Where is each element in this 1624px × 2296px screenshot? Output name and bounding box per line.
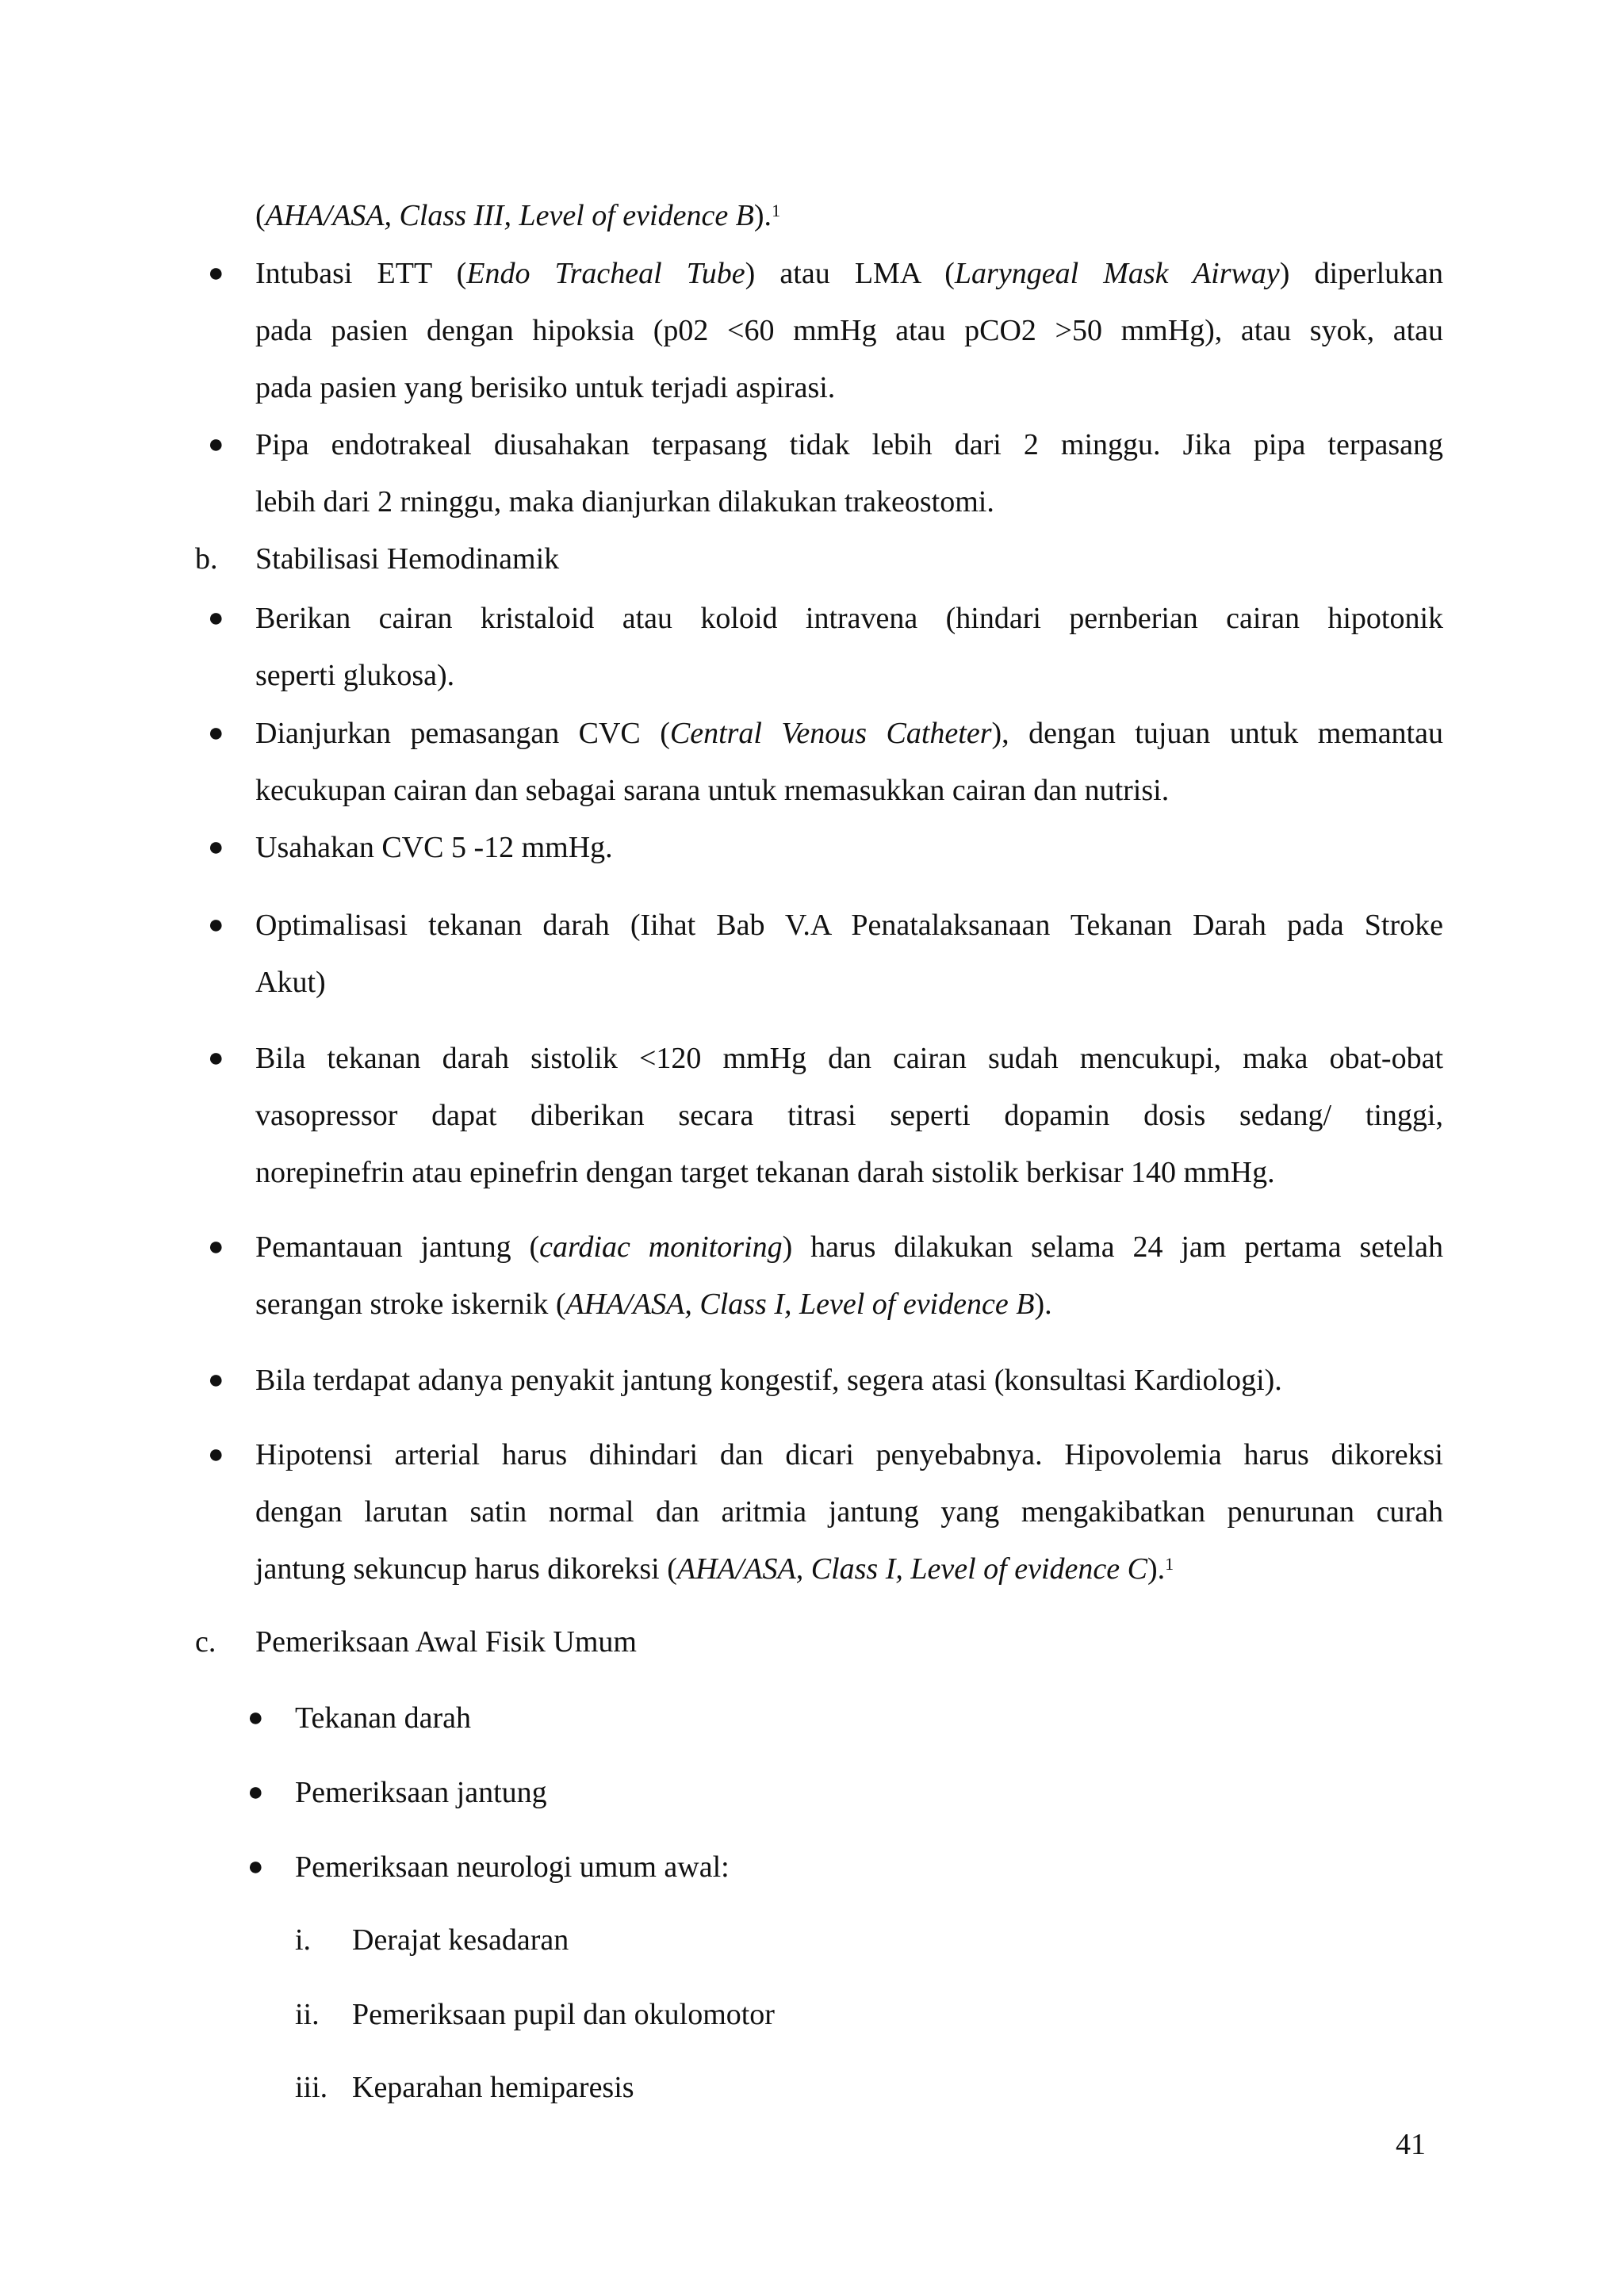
paragraph-line: Akut) [255, 966, 326, 999]
italic-term: Laryngeal Mask Airway [954, 257, 1280, 290]
citation-italic: AHA/ASA, Class III, Level of evidence B [265, 199, 754, 232]
bullet-icon: ● [208, 910, 224, 939]
paragraph-line: dengan larutan satin normal dan aritmia jantung yang mengakibatkan penurunan curah [255, 1495, 1443, 1529]
bullet-icon: ● [208, 832, 224, 862]
bullet-icon: ● [208, 1365, 224, 1395]
bullet-icon: ● [247, 1703, 264, 1732]
paragraph-line: pada pasien dengan hipoksia (p02 <60 mmHg atau pCO2 >50 mmHg), atau syok, atau [255, 314, 1443, 347]
text: ) harus dilakukan selama 24 jam pertama setelah [782, 1230, 1443, 1264]
bullet-icon: ● [208, 1043, 224, 1073]
paragraph-line: Bila tekanan darah sistolik <120 mmHg dan cairan sudah mencukupi, maka obat-obat [255, 1042, 1443, 1075]
text: serangan stroke iskernik ( [255, 1288, 566, 1321]
section-marker: b. [195, 542, 218, 576]
sub-list-item: Tekanan darah [295, 1701, 472, 1735]
roman-list-item: Pemeriksaan pupil dan okulomotor [352, 1998, 775, 2031]
text: Intubasi ETT ( [255, 257, 467, 290]
text: ). [1147, 1552, 1166, 1586]
section-title: Stabilisasi Hemodinamik [255, 542, 560, 576]
text: jantung sekuncup harus dikoreksi ( [255, 1552, 677, 1586]
roman-marker: iii. [295, 2071, 328, 2104]
bullet-icon: ● [208, 258, 224, 288]
bullet-icon: ● [208, 430, 224, 459]
paragraph-line: Berikan cairan kristaloid atau koloid intravena (hindari pernberian cairan hipotonik [255, 602, 1443, 635]
paragraph-line: vasopressor dapat diberikan secara titrasi seperti dopamin dosis sedang/ tinggi, [255, 1099, 1443, 1132]
italic-term: cardiac monitoring [539, 1230, 783, 1264]
italic-term: Central Venous Catheter [669, 717, 992, 750]
section-marker: c. [195, 1625, 216, 1659]
text: Dianjurkan pemasangan CVC ( [255, 717, 670, 750]
bullet-icon: ● [247, 1777, 264, 1807]
paragraph-line [255, 1229, 1443, 1265]
footnote-ref: 1 [772, 201, 781, 220]
paragraph-line: Usahakan CVC 5 -12 mmHg. [255, 831, 613, 864]
text: ). [1034, 1288, 1052, 1321]
page-number: 41 [1396, 2128, 1426, 2161]
bullet-icon: ● [208, 603, 224, 633]
roman-list-item: Derajat kesadaran [352, 1923, 569, 1957]
roman-marker: i. [295, 1923, 312, 1957]
paragraph-line: seperti glukosa). [255, 659, 455, 692]
paragraph-line: kecukupan cairan dan sebagai sarana untuk rnemasukkan cairan dan nutrisi. [255, 774, 1170, 807]
sub-list-item: Pemeriksaan jantung [295, 1776, 547, 1809]
bullet-icon: ● [208, 1440, 224, 1469]
bullet-icon: ● [247, 1852, 264, 1881]
bullet-icon: ● [208, 718, 224, 748]
bullet-icon: ● [208, 1232, 224, 1261]
paragraph-line: norepinefrin atau epinefrin dengan target tekanan darah sistolik berkisar 140 mmHg. [255, 1156, 1275, 1189]
section-title: Pemeriksaan Awal Fisik Umum [255, 1625, 637, 1659]
text: ), dengan tujuan untuk memantau [991, 717, 1443, 750]
citation-italic: AHA/ASA, Class I, Level of evidence B [565, 1288, 1035, 1321]
citation-line [255, 197, 1443, 234]
sub-list-item: Pemeriksaan neurologi umum awal: [295, 1850, 730, 1884]
italic-term: Endo Tracheal Tube [466, 257, 745, 290]
paragraph-line: Bila terdapat adanya penyakit jantung kongestif, segera atasi (konsultasi Kardiologi). [255, 1364, 1282, 1397]
roman-marker: ii. [295, 1998, 320, 2031]
paragraph-line: pada pasien yang berisiko untuk terjadi aspirasi. [255, 371, 836, 404]
footnote-ref: 1 [1165, 1554, 1174, 1574]
text: ( [255, 199, 266, 232]
paragraph-line [255, 255, 1443, 292]
text: ) diperlukan [1279, 257, 1443, 290]
paragraph-line: lebih dari 2 rninggu, maka dianjurkan dilakukan trakeostomi. [255, 485, 994, 519]
text: ). [753, 199, 772, 232]
paragraph-line: Pipa endotrakeal diusahakan terpasang tidak lebih dari 2 minggu. Jika pipa terpasang [255, 428, 1443, 461]
citation-italic: AHA/ASA, Class I, Level of evidence C [676, 1552, 1147, 1586]
paragraph-line [255, 1286, 1443, 1322]
paragraph-line [255, 1551, 1443, 1587]
paragraph-line: Hipotensi arterial harus dihindari dan dicari penyebabnya. Hipovolemia harus dikoreksi [255, 1438, 1443, 1471]
paragraph-line: Optimalisasi tekanan darah (Iihat Bab V.A Penatalaksanaan Tekanan Darah pada Stroke [255, 909, 1443, 942]
roman-list-item: Keparahan hemiparesis [352, 2071, 634, 2104]
paragraph-line [255, 715, 1443, 752]
text: Pemantauan jantung ( [255, 1230, 540, 1264]
text: ) atau LMA ( [745, 257, 955, 290]
